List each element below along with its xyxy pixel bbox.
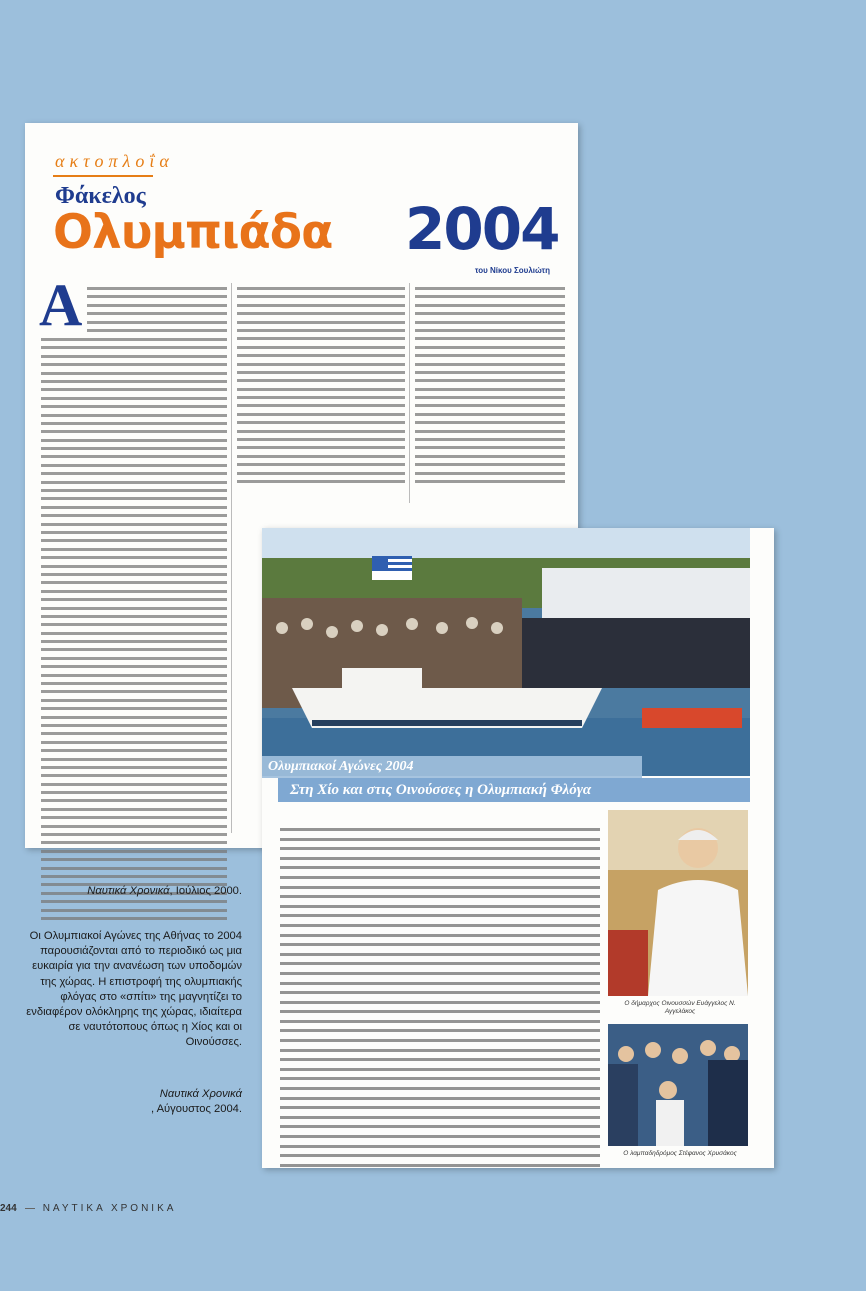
source-date: , Ιούλιος 2000. [169, 885, 242, 897]
article-kicker: Φάκελος [55, 183, 146, 209]
section-rule [53, 175, 153, 177]
caption-source-2000 [20, 884, 242, 899]
page-footer [0, 1203, 176, 1214]
source-title: Ναυτικά Χρονικά [159, 1088, 242, 1100]
article-byline: του Νίκου Σουλιώτη [474, 266, 550, 275]
headline-primary: Ολυμπιακοί Αγώνες 2004 [262, 756, 642, 778]
footer-separator [25, 1208, 35, 1209]
article-body-text [280, 828, 600, 1173]
clipping-august-2004 [262, 528, 774, 1168]
mayor-portrait-photo [608, 810, 748, 996]
text-column-2 [237, 287, 405, 488]
page-number: 244 [0, 1203, 17, 1214]
headline-secondary: Στη Χίο και στις Οινούσσες η Ολυμπιακή Φλόγα [278, 778, 750, 802]
magazine-name: ΝΑΥΤΙΚΑ ΧΡΟΝΙΚΑ [42, 1203, 177, 1214]
harbor-photo [262, 528, 750, 776]
column-divider [409, 283, 410, 503]
torchbearer-caption: Ο λαμπαδηδρόμος Στέφανος Χρυσάκος [623, 1150, 737, 1157]
torchbearer-photo [608, 1024, 748, 1146]
column-divider [231, 283, 232, 833]
text-column-3 [415, 287, 565, 488]
section-label: ακτοπλοΐα [55, 151, 174, 171]
source-title: Ναυτικά Χρονικά [87, 885, 170, 897]
source-date: , Αύγουστος 2004. [151, 1103, 242, 1116]
text-column-1 [41, 338, 227, 925]
portrait-illustration [608, 810, 748, 996]
crowd-illustration [608, 1024, 748, 1146]
text-column-1-top [87, 287, 227, 337]
caption-body: Οι Ολυμπιακοί Αγώνες της Αθήνας το 2004 παρουσιάζονται από το περιοδικό ως μια ευκαιρία για την ανανέωση των υποδομών της χώρας. Η επιστροφή της ολυμπιακής φλόγας στο «σπίτι» της μαγνητίζει το ενδιαφέρον ολόκληρης της χώρας, ιδιαίτερα σε ναυτότοπους όπως η Χίος και οι Οινούσσες. [26, 930, 242, 1049]
harbor-scene-illustration [262, 528, 750, 776]
caption-source-2004 [20, 1087, 242, 1117]
article-year: 2004 [405, 195, 559, 263]
article-title: Ολυμπιάδα [53, 205, 333, 260]
portrait-caption: Ο δήμαρχος Οινουσσών Ευάγγελος Ν. Αγγελάκος [624, 1000, 736, 1015]
drop-cap: Α [39, 272, 83, 338]
